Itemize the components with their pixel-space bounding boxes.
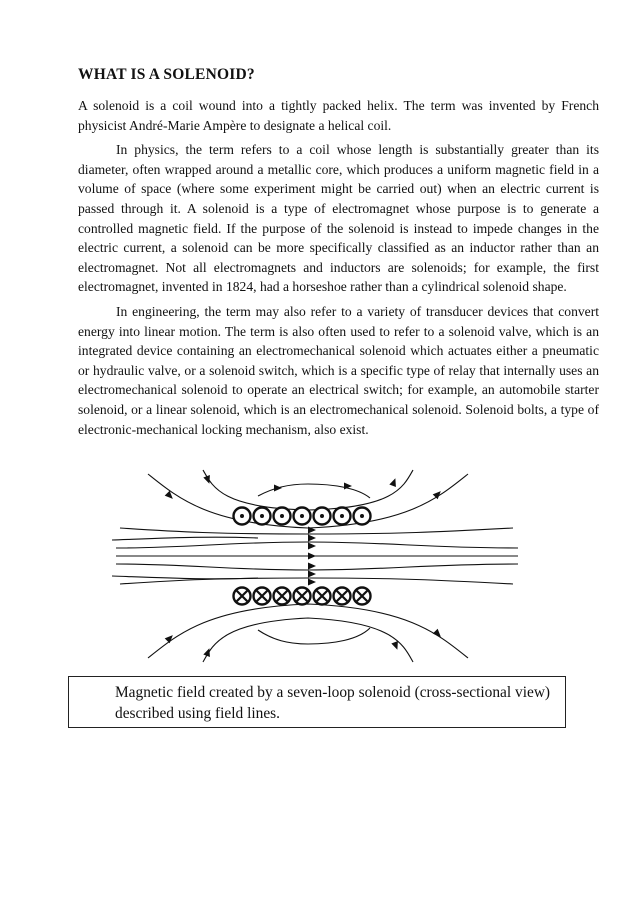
paragraph-intro: A solenoid is a coil wound into a tightly packed helix. The term was invented by French physicist André-Marie Ampère to designate a helical coil.: [78, 98, 599, 133]
field-lines: [112, 470, 518, 662]
coil-bottom-row: [234, 588, 371, 605]
field-arrow: [308, 553, 316, 560]
coil-loop-cross: [274, 588, 291, 605]
field-line: [120, 578, 513, 584]
figure-caption-box: [68, 676, 566, 728]
coil-loop-dot: [314, 508, 331, 525]
field-line: [112, 576, 258, 579]
field-line: [203, 618, 413, 662]
coil-loop-dot: [254, 508, 271, 525]
field-line: [116, 542, 518, 548]
solenoid-field-svg: [108, 468, 530, 663]
coil-loop-dot: [354, 508, 371, 525]
page-heading: WHAT IS A SOLENOID?: [78, 66, 255, 83]
paragraph-physics: In physics, the term refers to a coil whose length is substantially greater than its diameter, often wrapped around a metallic core, which produces a uniform magnetic field in a volume of space (where some experiment might be carried out) when an electric current is passed through it. A solenoid is a type of electromagnet whose purpose is to generate a controlled magnetic field. If the purpose of the solenoid is instead to impede changes in the electric current, a solenoid can be more specifically classified as an inductor rather than an electromagnet. Not all electromagnets and inductors are solenoids; for example, the first electromagnet, invented in 1824, had a horseshoe rather than a cylindrical solenoid shape.: [78, 142, 599, 295]
coil-loop-cross: [234, 588, 251, 605]
coil-loop-cross: [254, 588, 271, 605]
coil-loop-dot: [234, 508, 251, 525]
field-line: [120, 528, 513, 534]
field-arrow: [274, 485, 282, 492]
coil-loop-cross: [334, 588, 351, 605]
field-arrow: [389, 477, 398, 487]
field-arrow: [308, 563, 316, 570]
field-line: [116, 564, 518, 570]
paragraph-engineering: In engineering, the term may also refer to a variety of transducer devices that convert energy into linear motion. The term is also often used to refer to a solenoid valve, which is an integrated device containing an electromechanical solenoid which actuates either a pneumatic or hydraulic valve, or a solenoid switch, which is a specific type of relay that internally uses an electromechanical solenoid to operate an electrical switch; for example, an automobile starter solenoid, or a linear solenoid, which is an electromechanical solenoid. Solenoid bolts, a type of electronic-mechanical locking mechanism, also exist.: [78, 303, 599, 437]
field-arrow: [165, 491, 176, 502]
field-line: [112, 537, 258, 540]
field-arrow: [308, 543, 316, 550]
coil-loop-cross: [354, 588, 371, 605]
body-text: [78, 96, 599, 444]
coil-loop-dot: [274, 508, 291, 525]
field-line: [258, 628, 370, 644]
figure-caption: Magnetic field created by a seven-loop solenoid (cross-sectional view) described using field lines.: [115, 684, 551, 722]
coil-loop-dot: [334, 508, 351, 525]
field-line: [148, 604, 468, 658]
coil-top-row: [234, 508, 371, 525]
solenoid-field-diagram: [108, 468, 530, 663]
field-line: [203, 470, 413, 510]
coil-loop-cross: [314, 588, 331, 605]
coil-loop-cross: [294, 588, 311, 605]
field-arrow: [308, 571, 316, 578]
coil-loop-dot: [294, 508, 311, 525]
field-arrow: [308, 535, 316, 542]
field-arrow: [308, 579, 316, 586]
